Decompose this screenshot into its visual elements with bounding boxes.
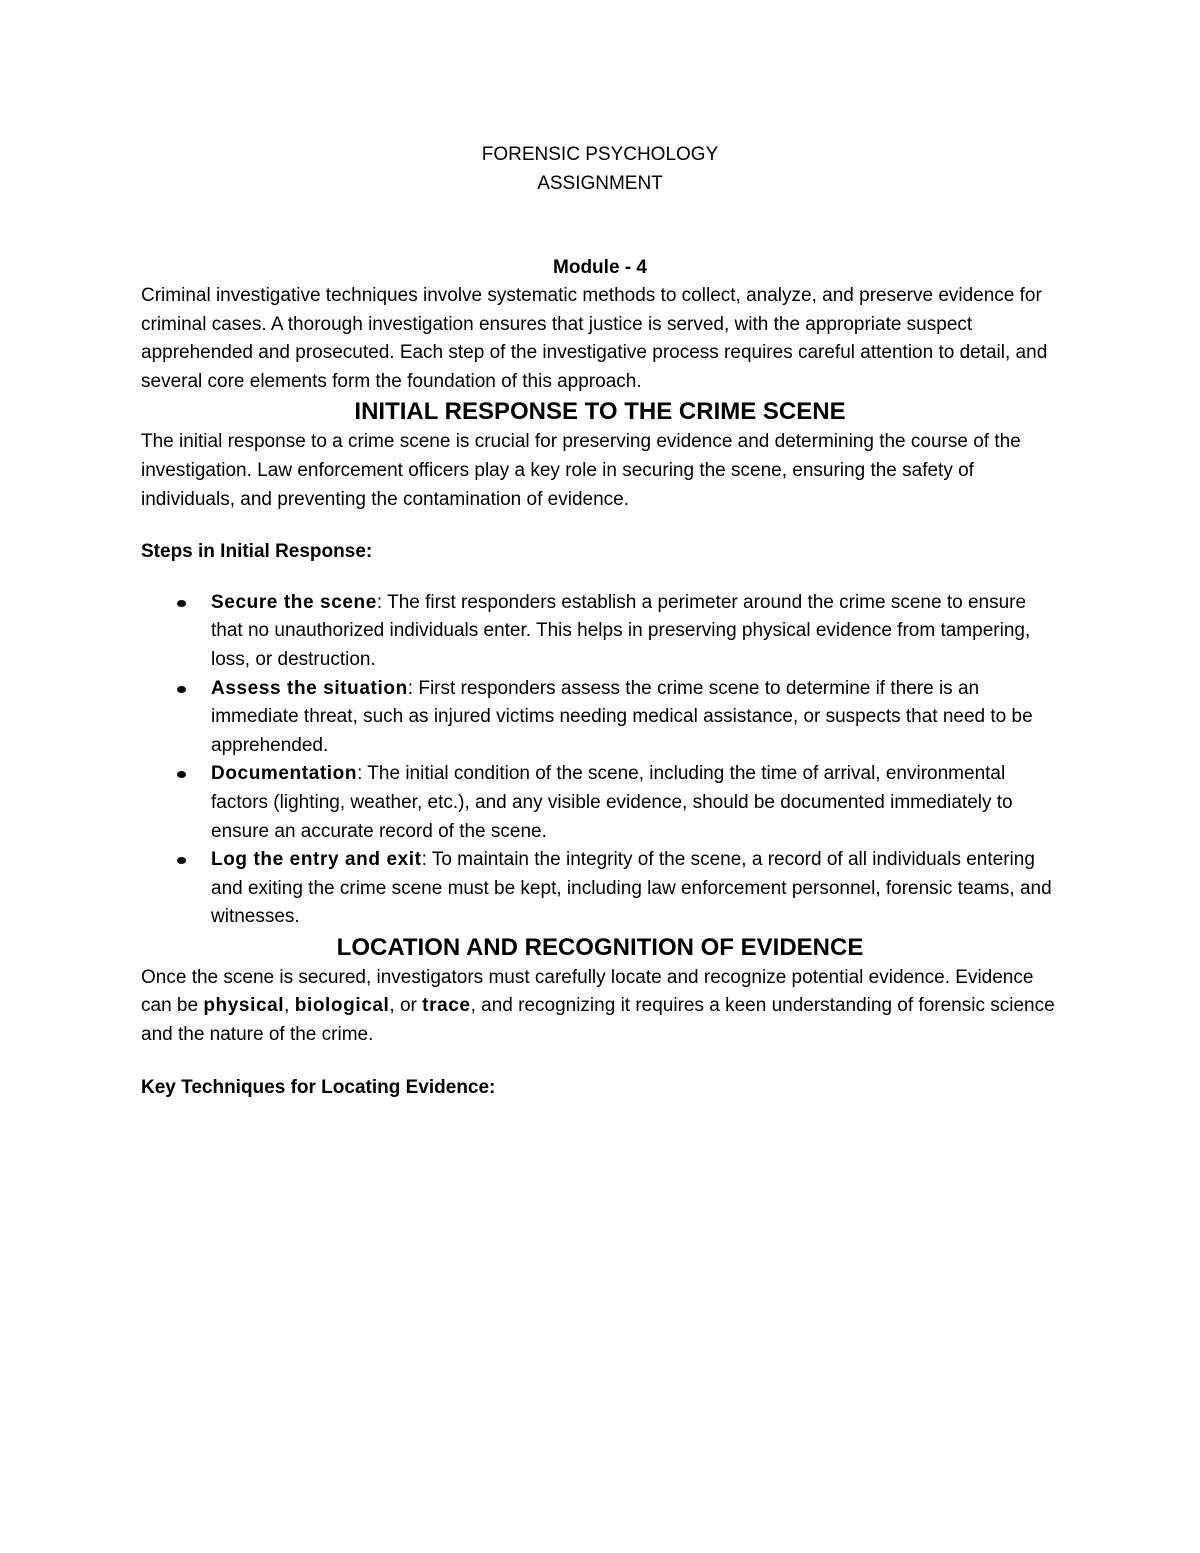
intro-paragraph: Criminal investigative techniques involve systematic methods to collect, analyze, and preserve evidence for criminal cases. A thorough investigation ensures that justice is served, with the appropriate suspect apprehended and prosecuted. Each step of the investigative process requires careful attention to detail, and several core elements form the foundation of this approach. xyxy=(141,285,1048,392)
document-title-line-1: FORENSIC PSYCHOLOGY xyxy=(481,144,719,165)
list-item xyxy=(141,760,1059,846)
list-item xyxy=(141,675,1059,761)
evidence-term-biological: biological xyxy=(294,995,390,1017)
evidence-separator-1: , xyxy=(284,995,295,1017)
techniques-heading: Key Techniques for Locating Evidence: xyxy=(141,1076,496,1098)
steps-heading: Steps in Initial Response: xyxy=(141,541,373,563)
step-term: Log the entry and exit xyxy=(211,849,422,871)
section-heading-evidence: LOCATION AND RECOGNITION OF EVIDENCE xyxy=(336,933,864,961)
bullet-icon xyxy=(177,857,186,864)
evidence-term-trace: trace xyxy=(422,995,471,1017)
step-text: : The initial condition of the scene, including the time of arrival, environmental factors (lighting, weather, etc.), and any visible evidence, should be documented immediately to ensure an accurate record of the scene. xyxy=(211,763,1013,842)
step-text: : First responders assess the crime scene to determine if there is an immediate threat, such as injured victims needing medical assistance, or suspects that need to be apprehended. xyxy=(211,677,1033,756)
evidence-text-part-1: Once the scene is secured, investigators must carefully locate and recognize potential evidence. Evidence can be xyxy=(141,966,1034,1017)
document-title-line-2: ASSIGNMENT xyxy=(537,173,663,194)
bullet-icon xyxy=(177,771,186,778)
evidence-separator-2: , or xyxy=(389,995,423,1017)
document-page xyxy=(141,140,1059,1102)
bullet-icon xyxy=(177,686,186,693)
evidence-text-part-2: , and recognizing it requires a keen understanding of forensic science and the nature of the crime. xyxy=(141,995,1055,1046)
steps-list xyxy=(141,589,1059,932)
module-label: Module - 4 xyxy=(553,257,647,278)
step-term: Assess the situation xyxy=(211,677,408,699)
step-text: : To maintain the integrity of the scene, a record of all individuals entering and exiting the crime scene must be kept, including law enforcement personnel, forensic teams, and witnesses. xyxy=(211,849,1052,928)
list-item xyxy=(141,589,1059,675)
step-text: : The first responders establish a perimeter around the crime scene to ensure that no unauthorized individuals enter. This helps in preserving physical evidence from tampering, loss, or destruction. xyxy=(211,591,1031,670)
evidence-term-physical: physical xyxy=(203,995,285,1017)
step-term: Secure the scene xyxy=(211,591,377,613)
section-heading-initial-response: INITIAL RESPONSE TO THE CRIME SCENE xyxy=(354,398,846,426)
list-item xyxy=(141,846,1059,932)
step-term: Documentation xyxy=(211,763,358,785)
bullet-icon xyxy=(177,600,186,607)
initial-response-paragraph: The initial response to a crime scene is crucial for preserving evidence and determining the course of the investigation. Law enforcement officers play a key role in securing the scene, ensuring the safety of individuals, and preventing the contamination of evidence. xyxy=(141,431,1021,510)
evidence-paragraph xyxy=(141,964,1059,1050)
